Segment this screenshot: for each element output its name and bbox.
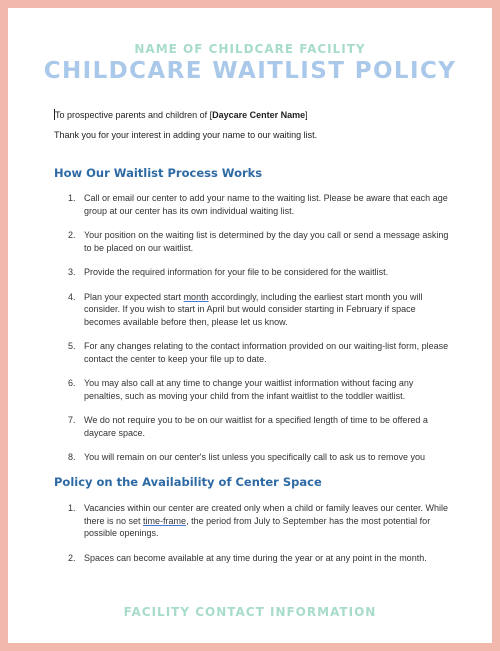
- list-item: [54, 340, 454, 365]
- list-item: [54, 451, 454, 464]
- section-heading-center-space: Policy on the Availability of Center Space: [54, 475, 322, 489]
- document-title: CHILDCARE WAITLIST POLICY: [43, 58, 457, 84]
- center-space-list: [54, 502, 454, 576]
- section-heading-waitlist-process: How Our Waitlist Process Works: [54, 166, 263, 180]
- list-item: [54, 192, 454, 217]
- daycare-center-name-placeholder: Daycare Center Name: [212, 110, 306, 120]
- intro-prefix: To prospective parents and children of [: [55, 110, 213, 120]
- facility-name: NAME OF CHILDCARE FACILITY: [134, 42, 366, 56]
- intro-line-1[interactable]: [54, 109, 474, 121]
- spellcheck-marked-word[interactable]: month: [183, 291, 209, 302]
- list-text: You will remain on our center's list unless you specifically call to ask us to remove you: [84, 452, 426, 462]
- list-item: [54, 377, 454, 402]
- list-item: [54, 552, 454, 565]
- list-number: 7.: [68, 415, 76, 425]
- document-page: [8, 8, 492, 643]
- list-number: 8.: [68, 452, 76, 462]
- list-number: 1.: [68, 503, 76, 513]
- list-text: We do not require you to be on our waitlist for a specified length of time to be offered a daycare space.: [84, 415, 428, 438]
- spellcheck-marked-word[interactable]: time-frame: [143, 515, 187, 526]
- intro-line-2: Thank you for your interest in adding your name to our waiting list.: [54, 130, 318, 140]
- list-number: 6.: [68, 378, 76, 388]
- list-text: Provide the required information for your file to be considered for the waitlist.: [84, 267, 389, 277]
- list-number: 5.: [68, 341, 76, 351]
- list-text: Spaces can become available at any time during the year or at any point in the month.: [84, 552, 427, 563]
- list-text: Your position on the waiting list is determined by the day you call or send a message asking to be placed on our waitlist.: [84, 230, 449, 253]
- list-text: Call or email our center to add your name to the waiting list. Please be aware that each age group at our center has its own individual waiting list.: [84, 193, 448, 216]
- list-text: Plan your expected start: [84, 291, 184, 302]
- list-number: 2.: [68, 230, 76, 240]
- list-number: 1.: [68, 193, 76, 203]
- waitlist-process-list: [54, 192, 454, 476]
- list-item: [54, 502, 454, 540]
- intro-suffix: ]: [305, 110, 308, 120]
- list-text: accordingly, including the earliest start month you will consider. If you wish to start in April but would consider starting in February if space becomes available before then, please let us know.: [84, 291, 423, 327]
- list-item: [54, 229, 454, 254]
- list-item: [54, 291, 454, 329]
- facility-contact-information: FACILITY CONTACT INFORMATION: [123, 605, 377, 619]
- list-text: Vacancies within our center are created only when a child or family leaves our center. While there is no set: [84, 503, 449, 526]
- list-text: You may also call at any time to change your waitlist information without facing any penalties, such as moving your child from the infant waitlist to the toddler waitlist.: [84, 378, 414, 401]
- list-text: , the period from July to September has the most potential for possible openings.: [84, 515, 431, 538]
- list-number: 3.: [68, 267, 76, 277]
- list-item: [54, 266, 454, 279]
- list-text: For any changes relating to the contact information provided on our waiting-list form, please contact the center to keep your file up to date.: [84, 341, 449, 364]
- list-number: 4.: [68, 291, 76, 302]
- list-number: 2.: [68, 552, 76, 563]
- list-item: [54, 414, 454, 439]
